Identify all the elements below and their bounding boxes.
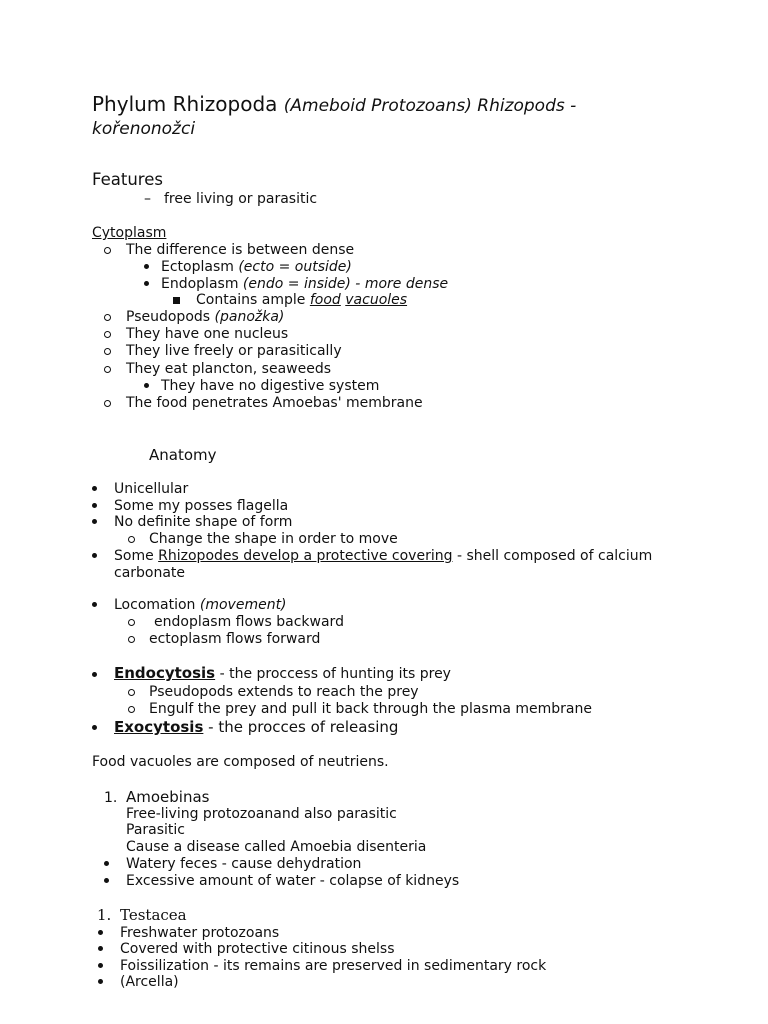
circle-bullet-icon — [104, 331, 111, 338]
circle-bullet-icon — [128, 536, 135, 543]
amoebinas-line: Cause a disease called Amoebia disenteria — [126, 839, 427, 855]
bullet-dot-icon — [92, 553, 97, 558]
circle-bullet-icon — [104, 348, 111, 355]
list-item: Foissilization - its remains are preserved in sedimentary rock — [120, 958, 547, 974]
circle-bullet-icon — [128, 689, 135, 696]
rhizopodes-link[interactable]: Rhizopodes develop a protective covering — [158, 548, 453, 564]
movement-note: (movement) — [199, 597, 287, 613]
endocytosis-desc: - the proccess of hunting its prey — [219, 666, 451, 682]
circle-bullet-icon — [104, 400, 111, 407]
cytoplasm-heading: Cytoplasm — [92, 225, 167, 241]
list-item: They live freely or parasitically — [126, 343, 342, 359]
some-text: Some — [114, 548, 154, 564]
list-item — [196, 292, 407, 309]
dash-marker: – — [144, 191, 151, 207]
circle-bullet-icon — [104, 314, 111, 321]
list-item: Pseudopods extends to reach the prey — [149, 684, 419, 700]
list-item-continuation: carbonate — [114, 565, 186, 581]
list-item: Watery feces - cause dehydration — [126, 856, 362, 872]
list-item: Freshwater protozoans — [120, 925, 280, 941]
bullet-dot-icon — [92, 602, 97, 607]
bullet-dot-icon — [144, 281, 149, 286]
bullet-dot-icon — [98, 946, 103, 951]
list-item — [126, 309, 284, 326]
bullet-dot-icon — [104, 861, 109, 866]
list-item — [114, 665, 451, 683]
bullet-dot-icon — [98, 930, 103, 935]
list-item: The food penetrates Amoebas' membrane — [126, 395, 423, 411]
bullet-dot-icon — [104, 878, 109, 883]
features-item: free living or parasitic — [164, 191, 318, 207]
amoebinas-line: Free-living protozoanand also parasitic — [126, 806, 397, 822]
list-item: They have one nucleus — [126, 326, 289, 342]
title-subtitle: kořenonožci — [92, 119, 196, 139]
bullet-dot-icon — [144, 264, 149, 269]
list-item: ectoplasm flows forward — [149, 631, 321, 647]
endo-note: (endo = inside) - more dense — [242, 276, 449, 292]
list-item: endoplasm flows backward — [154, 614, 344, 630]
list-item: Unicellular — [114, 481, 189, 497]
list-item: Covered with protective citinous shelss — [120, 941, 395, 957]
pseudo-note: (panožka) — [214, 309, 285, 325]
list-number: 1. — [104, 790, 118, 806]
bullet-dot-icon — [92, 672, 97, 677]
bullet-dot-icon — [98, 963, 103, 968]
list-item: Engulf the prey and pull it back through the plasma membrane — [149, 701, 592, 717]
bullet-dot-icon — [92, 725, 97, 730]
bullet-dot-icon — [98, 979, 103, 984]
pseudo-label: Pseudopods — [126, 309, 211, 325]
bullet-dot-icon — [92, 486, 97, 491]
list-item — [161, 259, 352, 276]
bullet-dot-icon — [144, 383, 149, 388]
list-item: They have no digestive system — [161, 378, 380, 394]
square-bullet-icon — [173, 297, 180, 304]
vacuoles-link[interactable]: vacuoles — [345, 292, 408, 308]
list-item: Change the shape in order to move — [149, 531, 398, 547]
contains-text: Contains ample — [196, 292, 306, 308]
circle-bullet-icon — [104, 366, 111, 373]
list-item — [114, 718, 398, 737]
exocytosis-desc: - the procces of releasing — [208, 718, 399, 736]
ecto-note: (ecto = outside) — [238, 259, 352, 275]
testacea-heading: Testacea — [120, 906, 187, 924]
amoebinas-line: Parasitic — [126, 822, 185, 838]
list-item: No definite shape of form — [114, 514, 293, 530]
list-number: 1. — [97, 906, 112, 924]
amoebinas-heading: Amoebinas — [126, 788, 210, 806]
anatomy-heading: Anatomy — [149, 446, 217, 464]
list-item: Some my posses flagella — [114, 498, 289, 514]
shell-text: - shell composed of calcium — [456, 548, 653, 564]
list-item: (Arcella) — [120, 974, 179, 990]
title-main: Phylum Rhizopoda — [92, 92, 278, 116]
circle-bullet-icon — [128, 706, 135, 713]
locomation-label: Locomation — [114, 597, 196, 613]
list-item — [114, 597, 287, 614]
bullet-dot-icon — [92, 519, 97, 524]
food-vacuoles-text: Food vacuoles are composed of neutriens. — [92, 754, 389, 770]
bullet-dot-icon — [92, 503, 97, 508]
page-title — [92, 92, 576, 118]
list-item: Excessive amount of water - colapse of kidneys — [126, 873, 460, 889]
list-item — [161, 276, 448, 293]
list-item: The difference is between dense — [126, 242, 355, 258]
circle-bullet-icon — [104, 247, 111, 254]
circle-bullet-icon — [128, 636, 135, 643]
endo-label: Endoplasm — [161, 276, 239, 292]
food-link[interactable]: food — [309, 292, 341, 308]
circle-bullet-icon — [128, 619, 135, 626]
features-heading: Features — [92, 170, 163, 189]
ecto-label: Ectoplasm — [161, 259, 234, 275]
endocytosis-term: Endocytosis — [114, 664, 216, 682]
list-item: They eat plancton, seaweeds — [126, 361, 332, 377]
title-italic: (Ameboid Protozoans) Rhizopods - — [283, 96, 577, 116]
list-item — [114, 548, 652, 565]
exocytosis-term: Exocytosis — [114, 718, 204, 736]
